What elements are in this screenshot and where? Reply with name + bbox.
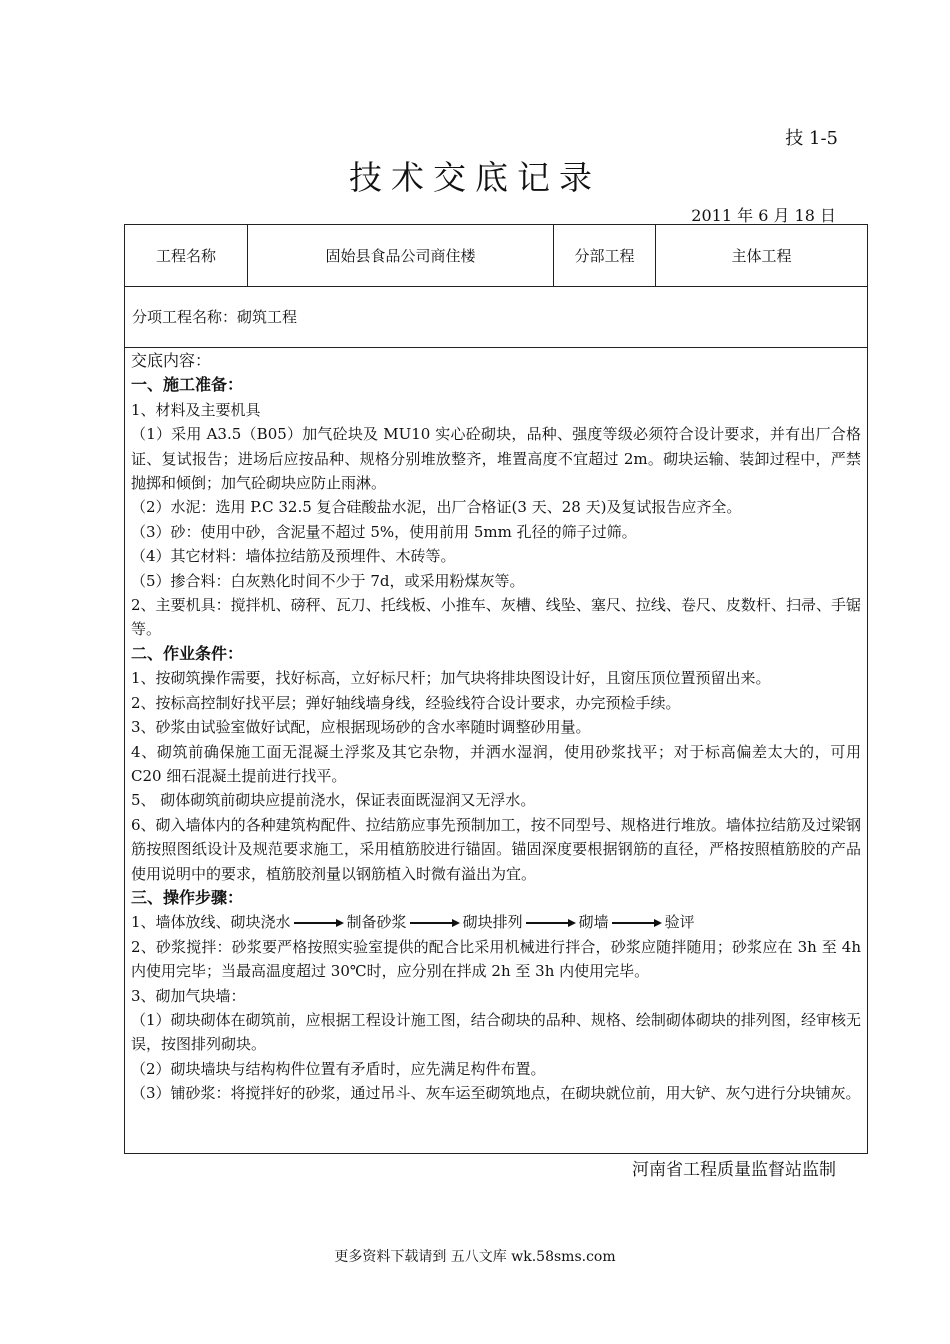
paragraph: （3）铺砂浆：将搅拌好的砂浆，通过吊斗、灰车运至砌筑地点，在砌块就位前，用大铲、灰勺进行分块铺灰。 bbox=[131, 1084, 861, 1103]
flow-step: 砌块排列 bbox=[462, 913, 523, 932]
paragraph: （1）砌块砌体在砌筑前，应根据工程设计施工图，结合砌块的品种、规格、绘制砌体砌块的排列图，经审核无误，按图排列砌块。 bbox=[131, 1010, 861, 1054]
paragraph: （3）砂：使用中砂，含泥量不超过 5%，使用前用 5mm 孔径的筛子过筛。 bbox=[131, 522, 637, 541]
section-heading: 二、作业条件： bbox=[131, 643, 244, 663]
footer-link[interactable]: 更多资料下载请到 五八文库 wk.58sms.com bbox=[334, 1249, 616, 1265]
paragraph: 6、砌入墙体内的各种建筑构配件、拉结筋应事先预制加工，按不同型号、规格进行堆放。墙体拉结筋及过梁钢筋按照图纸设计及规范要求施工，采用植筋胶进行锚固。锚固深度要根据钢筋的直径，严格按照植筋胶的产品使用说明中的要求，植筋胶剂量以钢筋植入时微有溢出为宜。 bbox=[131, 815, 861, 883]
paragraph: 1、按砌筑操作需要，找好标高，立好标尺杆；加气块将排块图设计好，且窗压顶位置预留出来。 bbox=[131, 669, 771, 688]
subitem-row: 分项工程名称：砌筑工程 bbox=[125, 286, 867, 348]
project-name-value: 固始县食品公司商住楼 bbox=[248, 225, 554, 286]
paragraph: （4）其它材料：墙体拉结筋及预埋件、木砖等。 bbox=[131, 547, 456, 566]
monitor-note: 河南省工程质量监督站监制 bbox=[632, 1160, 836, 1180]
division-value: 主体工程 bbox=[731, 247, 792, 265]
section-heading: 一、施工准备： bbox=[131, 375, 244, 395]
disclosure-content bbox=[131, 349, 861, 1106]
page-title: 技术交底记录 bbox=[349, 158, 601, 197]
section-heading: 三、操作步骤： bbox=[131, 887, 244, 907]
flow-step: 验评 bbox=[664, 913, 695, 932]
flow-step: 制备砂浆 bbox=[346, 913, 407, 932]
paragraph: 2、砂浆搅拌：砂浆要严格按照实验室提供的配合比采用机械进行拌合，砂浆应随拌随用；砂浆应在 3h 至 4h 内使用完毕；当最高温度超过 30℃时，应分别在拌成 2h 至 3h 内使用完毕。 bbox=[131, 937, 861, 981]
flow-step: 1、墙体放线、砌块浇水 bbox=[131, 913, 291, 932]
division-label: 分部工程 bbox=[554, 225, 656, 286]
arrow-right-icon bbox=[611, 918, 663, 928]
paragraph: （5）掺合料：白灰熟化时间不少于 7d，或采用粉煤灰等。 bbox=[131, 571, 525, 590]
paragraph: 4、砌筑前确保施工面无混凝土浮浆及其它杂物，并洒水湿润，使用砂浆找平；对于标高偏差太大的，可用 C20 细石混凝土提前进行找平。 bbox=[131, 742, 861, 785]
paragraph: （1）采用 A3.5（B05）加气砼块及 MU10 实心砼砌块，品种、强度等级必须符合设计要求，并有出厂合格证、复试报告；进场后应按品种、规格分别堆放整齐，堆置高度不宜超过 2m。砌块运输、装卸过程中，严禁抛掷和倾倒；加气砼砌块应防止雨淋。 bbox=[131, 425, 861, 493]
paragraph: 5、 砌体砌筑前砌块应提前浇水，保证表面既湿润又无浮水。 bbox=[131, 791, 536, 810]
record-sheet bbox=[124, 224, 868, 1154]
paragraph: 2、按标高控制好找平层；弹好轴线墙身线，经验线符合设计要求，办完预检手续。 bbox=[131, 693, 681, 712]
arrow-right-icon bbox=[409, 918, 461, 928]
project-name-label: 工程名称 bbox=[125, 225, 248, 286]
flow-step: 砌墙 bbox=[578, 913, 609, 932]
paragraph: （2）砌块墙块与结构构件位置有矛盾时，应先满足构件布置。 bbox=[131, 1059, 546, 1078]
arrow-right-icon bbox=[525, 918, 577, 928]
process-flow bbox=[131, 910, 861, 934]
info-row bbox=[125, 225, 867, 287]
paragraph: 3、砂浆由试验室做好试配，应根据现场砂的含水率随时调整砂用量。 bbox=[131, 718, 591, 737]
arrow-right-icon bbox=[293, 918, 345, 928]
paragraph: 1、材料及主要机具 bbox=[131, 400, 261, 419]
paragraph: 3、砌加气块墙： bbox=[131, 986, 246, 1005]
form-code: 技 1-5 bbox=[785, 128, 838, 149]
record-date: 2011 年 6 月 18 日 bbox=[691, 206, 836, 225]
paragraph: 2、主要机具：搅拌机、磅秤、瓦刀、托线板、小推车、灰槽、线坠、塞尺、拉线、卷尺、皮数杆、扫帚、手锯等。 bbox=[131, 596, 861, 639]
content-intro: 交底内容： bbox=[131, 351, 212, 370]
paragraph: （2）水泥：选用 P.C 32.5 复合硅酸盐水泥，出厂合格证(3 天、28 天)及复试报告应齐全。 bbox=[131, 498, 742, 517]
